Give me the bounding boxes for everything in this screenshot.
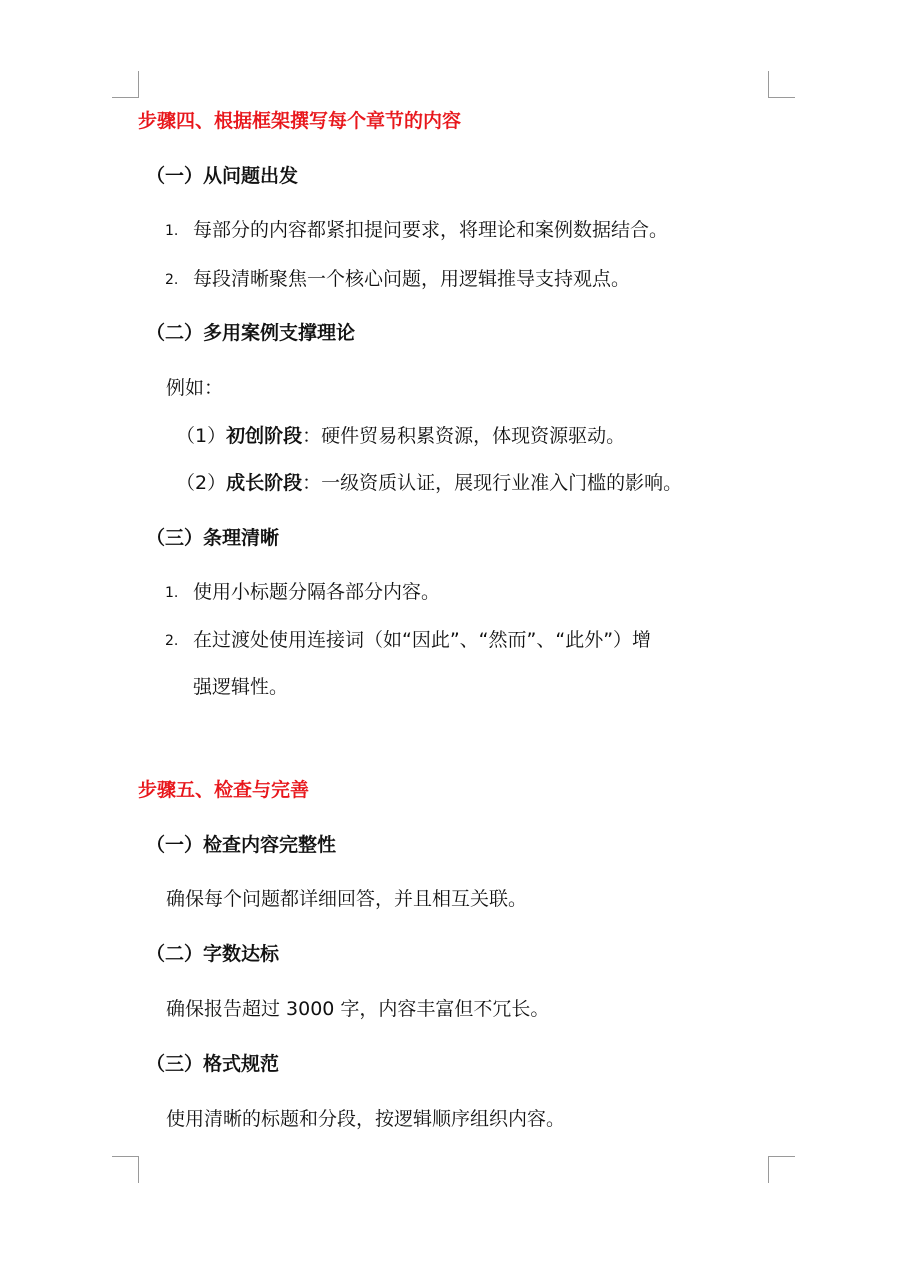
corner-mark-bottom-left	[112, 1156, 139, 1183]
step5-title: 步骤五、检查与完善	[138, 779, 310, 801]
paragraph: 确保报告超过 3000 字，内容丰富但不冗长。	[166, 998, 550, 1020]
list-item: 使用小标题分隔各部分内容。	[193, 581, 441, 603]
list-item: 每部分的内容都紧扣提问要求，将理论和案例数据结合。	[193, 219, 669, 241]
paragraph: 确保每个问题都详细回答，并且相互关联。	[166, 888, 528, 910]
list-number: 2.	[165, 633, 179, 649]
example-text: ：硬件贸易积累资源，体现资源驱动。	[302, 425, 626, 447]
list-item: 在过渡处使用连接词（如“因此”、“然而”、“此外”）增	[193, 629, 652, 651]
example-item	[176, 469, 682, 497]
list-number: 1.	[165, 585, 179, 601]
list-item-continuation: 强逻辑性。	[193, 676, 289, 698]
step4-title: 步骤四、根据框架撰写每个章节的内容	[138, 110, 462, 132]
step5-section1-heading: （一）检查内容完整性	[146, 834, 337, 856]
list-number: 1.	[165, 223, 179, 239]
example-prefix: （1）	[176, 425, 227, 447]
example-text: ：一级资质认证，展现行业准入门槛的影响。	[302, 472, 683, 494]
step4-section1-heading: （一）从问题出发	[146, 165, 299, 187]
example-label: 成长阶段	[226, 472, 303, 494]
corner-mark-bottom-right	[768, 1156, 795, 1183]
example-intro: 例如：	[166, 377, 224, 399]
list-number: 2.	[165, 272, 179, 288]
example-item	[176, 422, 625, 450]
example-label: 初创阶段	[226, 425, 303, 447]
list-item: 每段清晰聚焦一个核心问题，用逻辑推导支持观点。	[193, 268, 631, 290]
corner-mark-top-left	[112, 71, 139, 98]
step5-section2-heading: （二）字数达标	[146, 943, 280, 965]
step4-section3-heading: （三）条理清晰	[146, 527, 280, 549]
step5-section3-heading: （三）格式规范	[146, 1053, 280, 1075]
example-prefix: （2）	[176, 472, 227, 494]
step4-section2-heading: （二）多用案例支撑理论	[146, 322, 356, 344]
paragraph: 使用清晰的标题和分段，按逻辑顺序组织内容。	[166, 1108, 566, 1130]
corner-mark-top-right	[768, 71, 795, 98]
